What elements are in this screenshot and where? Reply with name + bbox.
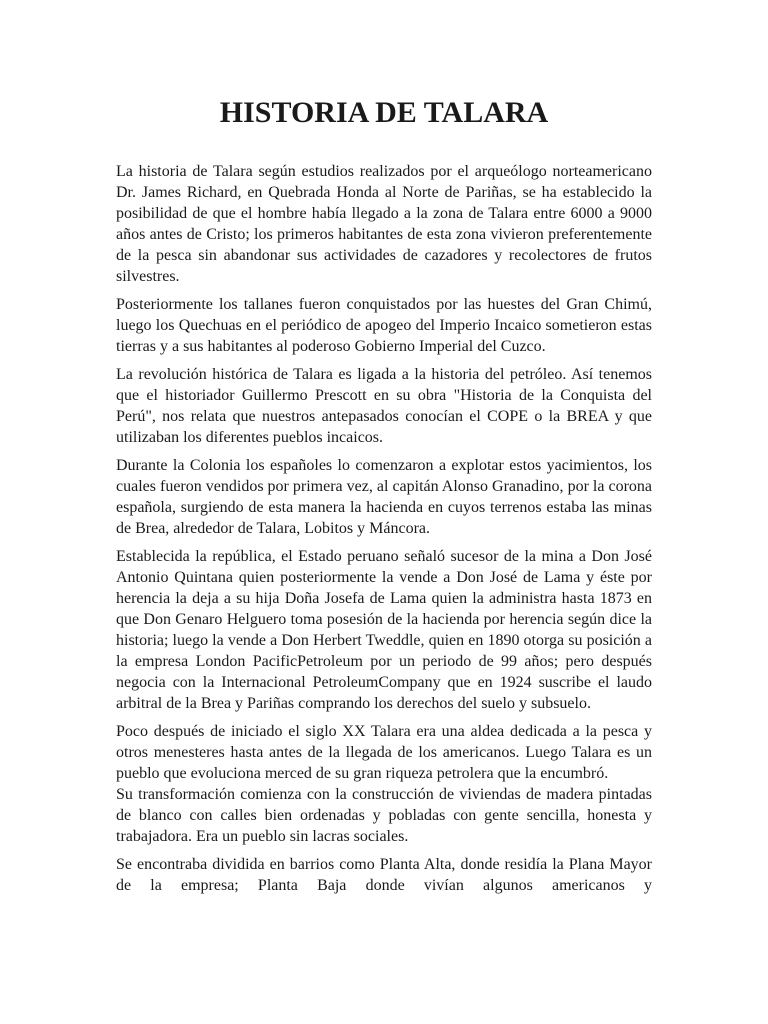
paragraph: Posteriormente los tallanes fueron conquistados por las huestes del Gran Chimú, luego los Quechuas en el periódico de apogeo del Imperio Incaico sometieron estas tierras y a sus habitantes al poderoso Gobierno Imperial del Cuzco. [116, 296, 652, 355]
document-title: HISTORIA DE TALARA [219, 96, 549, 129]
paragraph: La revolución histórica de Talara es ligada a la historia del petróleo. Así tenemos que el historiador Guillermo Prescott en su obra "Historia de la Conquista del Perú", nos relata que nuestros antepasados conocían el COPE o la BREA y que utilizaban los diferentes pueblos incaicos. [116, 366, 652, 446]
paragraph: Poco después de iniciado el siglo XX Talara era una aldea dedicada a la pesca y otros menesteres hasta antes de la llegada de los americanos. Luego Talara es un pueblo que evoluciona merced de su gran riqueza petrolera que la encumbró. Su transformación comienza con la construcción de viviendas de madera pintadas de blanco con calles bien ordenadas y pobladas con gente sencilla, honesta y trabajadora. Era un pueblo sin lacras sociales. [116, 723, 652, 845]
paragraph: Establecida la república, el Estado peruano señaló sucesor de la mina a Don José Antonio Quintana quien posteriormente la vende a Don José de Lama y éste por herencia la deja a su hija Doña Josefa de Lama quien la administra hasta 1873 en que Don Genaro Helguero toma posesión de la hacienda por herencia según dice la historia; luego la vende a Don Herbert Tweddle, quien en 1890 otorga su posición a la empresa London PacificPetroleum por un periodo de 99 años; pero después negocia con la Internacional PetroleumCompany que en 1924 suscribe el laudo arbitral de la Brea y Pariñas comprando los derechos del suelo y subsuelo. [116, 548, 652, 712]
paragraph: La historia de Talara según estudios realizados por el arqueólogo norteamericano Dr. James Richard, en Quebrada Honda al Norte de Pariñas, se ha establecido la posibilidad de que el hombre había llegado a la zona de Talara entre 6000 a 9000 años antes de Cristo; los primeros habitantes de esta zona vivieron preferentemente de la pesca sin abandonar sus actividades de cazadores y recolectores de frutos silvestres. [116, 163, 652, 285]
paragraph: Durante la Colonia los españoles lo comenzaron a explotar estos yacimientos, los cuales fueron vendidos por primera vez, al capitán Alonso Granadino, por la corona española, surgiendo de esta manera la hacienda en cuyos terrenos estaba las minas de Brea, alrededor de Talara, Lobitos y Máncora. [116, 457, 652, 537]
paragraph: Se encontraba dividida en barrios como Planta Alta, donde residía la Plana Mayor de la empresa; Planta Baja donde vivían algunos americanos y [116, 856, 652, 894]
document-body [116, 161, 652, 903]
